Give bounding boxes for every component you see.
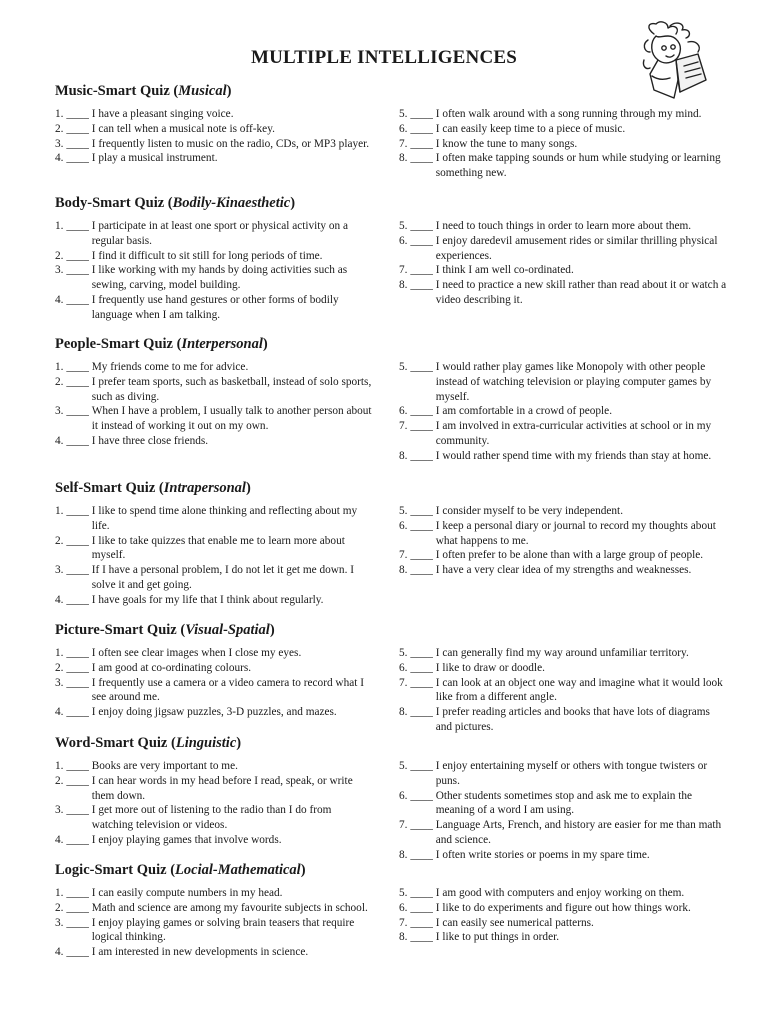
section-heading: Word-Smart Quiz (Linguistic) (55, 735, 242, 751)
list-item: 2. ____ I can tell when a musical note is off-key. (55, 122, 275, 135)
right-column-list (399, 886, 729, 945)
list-item: 3. ____ I frequently use a camera or a video camera to record what I see around me. (55, 676, 364, 704)
list-item: 7. ____ I am involved in extra-curricular activities at school or in my community. (399, 420, 712, 447)
right-column-list (399, 759, 729, 863)
list-item: 1. ____ Books are very important to me. (55, 760, 238, 772)
list-item: 6. ____ Other students sometimes stop and ask me to explain the meaning of a word I am using. (399, 789, 693, 817)
list-item: 2. ____ I prefer team sports, such as basketball, instead of solo sports, such as diving. (55, 375, 372, 403)
list-item: 4. ____ I enjoy playing games that involve words. (55, 833, 282, 846)
list-item: 5. ____ I can generally find my way around unfamiliar territory. (399, 647, 689, 659)
right-column-list (399, 360, 729, 464)
list-item: 7. ____ I think I am well co-ordinated. (399, 264, 574, 277)
right-column-list (399, 646, 729, 735)
list-item: 1. ____ I can easily compute numbers in my head. (55, 887, 283, 899)
list-item: 4. ____ I frequently use hand gestures or other forms of bodily language when I am talking. (55, 293, 339, 321)
left-column-list (55, 107, 375, 166)
list-item: 8. ____ I like to put things in order. (399, 931, 560, 944)
section-heading: Music-Smart Quiz (Musical) (55, 83, 232, 99)
list-item: 4. ____ I have three close friends. (55, 434, 209, 447)
left-column-list (55, 360, 375, 449)
left-column-list (55, 886, 375, 960)
list-item: 4. ____ I am interested in new developments in science. (55, 946, 309, 959)
list-item: 6. ____ I enjoy daredevil amusement rides or similar thrilling physical experiences. (399, 234, 718, 262)
list-item: 5. ____ I would rather play games like Monopoly with other people instead of watching television or playing computer games by myself. (399, 361, 712, 403)
right-column-list (399, 219, 729, 308)
section-heading: Picture-Smart Quiz (Visual-Spatial) (55, 622, 275, 638)
list-item: 5. ____ I consider myself to be very independent. (399, 505, 624, 517)
list-item: 7. ____ I can look at an object one way and imagine what it would look like from a different angle. (399, 676, 723, 704)
list-item: 6. ____ I keep a personal diary or journal to record my thoughts about what happens to me. (399, 519, 716, 547)
section-heading: People-Smart Quiz (Interpersonal) (55, 336, 268, 352)
left-column-list (55, 504, 375, 608)
right-column-list (399, 107, 729, 181)
page-title: MULTIPLE INTELLIGENCES (250, 47, 518, 68)
list-item: 7. ____ I can easily see numerical patterns. (399, 916, 594, 929)
list-item: 3. ____ I like working with my hands by doing activities such as sewing, carving, model building. (55, 264, 348, 292)
list-item: 8. ____ I need to practice a new skill rather than read about it or watch a video describing it. (399, 279, 727, 306)
left-column-list (55, 759, 375, 848)
list-item: 3. ____ I enjoy playing games or solving brain teasers that require logical thinking. (55, 916, 355, 944)
list-item: 4. ____ I have goals for my life that I think about regularly. (55, 593, 324, 606)
list-item: 7. ____ Language Arts, French, and history are easier for me than math and science. (399, 819, 722, 846)
list-item: 5. ____ I am good with computers and enjoy working on them. (399, 887, 685, 899)
section-heading: Logic-Smart Quiz (Locial-Mathematical) (55, 862, 306, 878)
list-item: 2. ____ I like to take quizzes that enable me to learn more about myself. (55, 534, 345, 562)
list-item: 3. ____ When I have a problem, I usually talk to another person about it instead of working it out on my own. (55, 405, 372, 433)
list-item: 6. ____ I am comfortable in a crowd of people. (399, 405, 613, 418)
list-item: 6. ____ I like to do experiments and figure out how things work. (399, 901, 691, 914)
list-item: 4. ____ I enjoy doing jigsaw puzzles, 3-D puzzles, and mazes. (55, 706, 337, 719)
list-item: 4. ____ I play a musical instrument. (55, 152, 218, 165)
left-column-list (55, 219, 375, 323)
list-item: 5. ____ I enjoy entertaining myself or others with tongue twisters or puns. (399, 760, 708, 787)
list-item: 7. ____ I know the tune to many songs. (399, 137, 578, 150)
section-heading: Body-Smart Quiz (Bodily-Kinaesthetic) (55, 195, 296, 211)
list-item: 1. ____ I often see clear images when I close my eyes. (55, 647, 302, 659)
list-item: 6. ____ I like to draw or doodle. (399, 661, 545, 674)
list-item: 1. ____ I participate in at least one sport or physical activity on a regular basis. (55, 220, 349, 247)
list-item: 2. ____ I can hear words in my head before I read, speak, or write them down. (55, 774, 353, 802)
left-column-list (55, 646, 375, 720)
list-item: 5. ____ I need to touch things in order to learn more about them. (399, 220, 692, 232)
list-item: 7. ____ I often prefer to be alone than with a large group of people. (399, 549, 704, 562)
list-item: 1. ____ I like to spend time alone thinking and reflecting about my life. (55, 505, 358, 532)
list-item: 2. ____ Math and science are among my favourite subjects in school. (55, 901, 368, 914)
list-item: 2. ____ I find it difficult to sit still for long periods of time. (55, 249, 323, 262)
list-item: 2. ____ I am good at co-ordinating colours. (55, 661, 252, 674)
section-heading: Self-Smart Quiz (Intrapersonal) (55, 480, 251, 496)
list-item: 3. ____ If I have a personal problem, I do not let it get me down. I solve it and get going. (55, 564, 354, 591)
list-item: 6. ____ I can easily keep time to a piece of music. (399, 122, 626, 135)
list-item: 1. ____ My friends come to me for advice. (55, 361, 249, 373)
list-item: 5. ____ I often walk around with a song running through my mind. (399, 108, 702, 120)
list-item: 8. ____ I prefer reading articles and books that have lots of diagrams and pictures. (399, 706, 710, 733)
right-column-list (399, 504, 729, 578)
list-item: 8. ____ I would rather spend time with my friends than stay at home. (399, 449, 712, 462)
list-item: 1. ____ I have a pleasant singing voice. (55, 108, 234, 120)
list-item: 8. ____ I often make tapping sounds or hum while studying or learning something new. (399, 152, 721, 180)
list-item: 3. ____ I get more out of listening to the radio than I do from watching television or videos. (55, 804, 332, 832)
list-item: 8. ____ I have a very clear idea of my strengths and weaknesses. (399, 564, 692, 577)
list-item: 8. ____ I often write stories or poems in my spare time. (399, 848, 650, 861)
list-item: 3. ____ I frequently listen to music on the radio, CDs, or MP3 player. (55, 137, 370, 150)
